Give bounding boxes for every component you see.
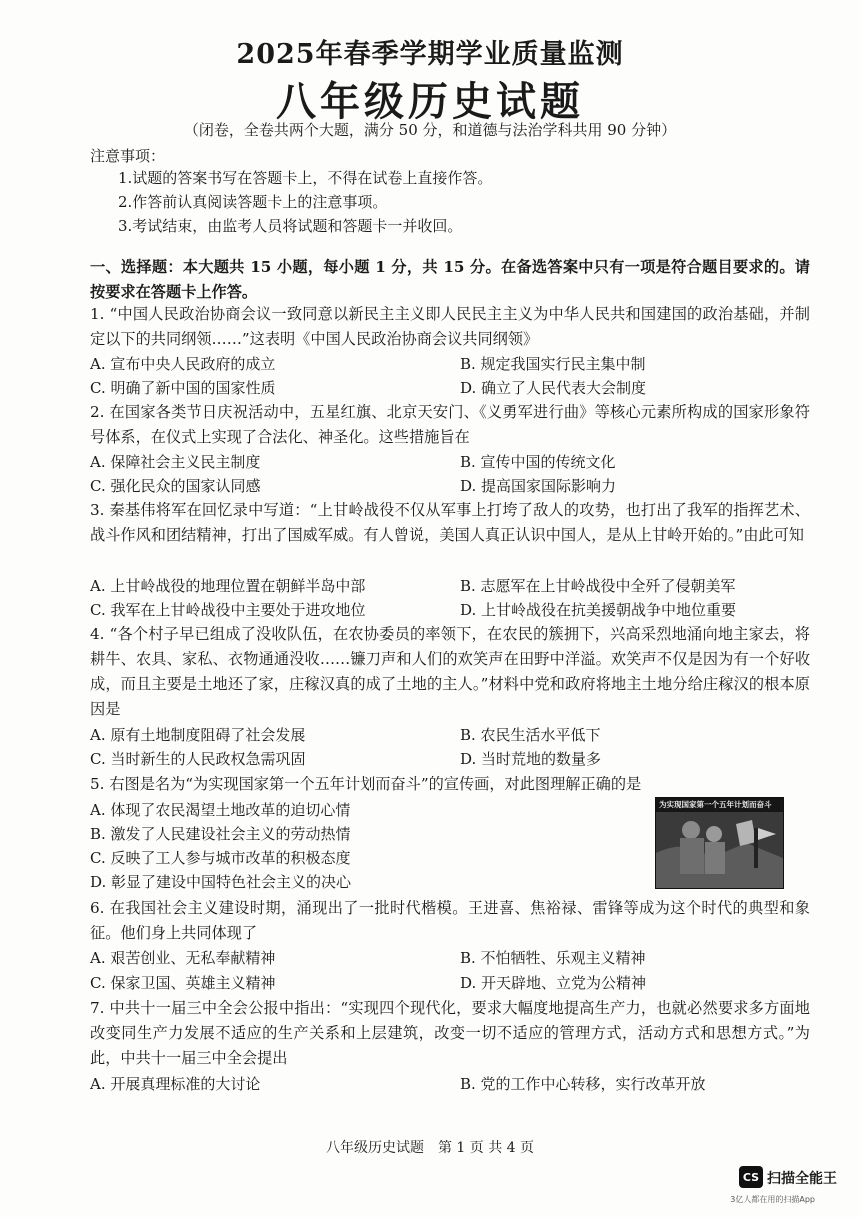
- question-5-stem: 5. 右图是名为“为实现国家第一个五年计划而奋斗”的宣传画，对此图理解正确的是: [90, 775, 642, 793]
- question-5-option-c: C. 反映了工人参与城市改革的积极态度: [90, 849, 351, 867]
- question-6-option-c: C. 保家卫国、英雄主义精神: [90, 974, 276, 992]
- question-5-option-b: B. 激发了人民建设社会主义的劳动热情: [90, 825, 351, 843]
- page-footer: 八年级历史试题 第 1 页 共 4 页: [325, 1140, 535, 1156]
- question-6-option-b: B. 不怕牺牲、乐观主义精神: [460, 949, 646, 967]
- question-4-option-a: A. 原有土地制度阻碍了社会发展: [90, 726, 306, 744]
- question-1-stem: 1. “中国人民政治协商会议一致同意以新民主主义即人民民主主义为中华人民共和国建国的政治基础，并制定以下的共同纲领……”这表明《中国人民政治协商会议共同纲领》: [90, 305, 810, 348]
- question-7-option-b: B. 党的工作中心转移，实行改革开放: [460, 1075, 706, 1093]
- question-3-option-b: B. 志愿军在上甘岭战役中全歼了侵朝美军: [460, 577, 736, 595]
- question-2-option-d: D. 提高国家国际影响力: [460, 477, 617, 495]
- exam-subtitle: （闭卷，全卷共两个大题，满分 50 分，和道德与法治学科共用 90 分钟）: [183, 121, 677, 139]
- question-1-option-c: C. 明确了新中国的国家性质: [90, 379, 276, 397]
- notice-item: 2.作答前认真阅读答题卡上的注意事项。: [118, 193, 388, 211]
- question-3-option-a: A. 上甘岭战役的地理位置在朝鲜半岛中部: [90, 577, 366, 595]
- exam-title-line1: 2025年春季学期学业质量监测: [236, 39, 624, 70]
- question-2-stem: 2. 在国家各类节日庆祝活动中，五星红旗、北京天安门、《义勇军进行曲》等核心元素所构成的国家形象符号体系，在仪式上实现了合法化、神圣化。这些措施旨在: [90, 403, 810, 446]
- question-4-stem: 4. “各个村子早已组成了没收队伍，在农协委员的率领下，在农民的簇拥下，兴高采烈地涌向地主家去，将耕牛、农具、家私、衣物通通没收……镰刀声和人们的欢笑声在田野中洋溢。欢笑声不仅是因为有一个好收成，而且主要是土地还了家，庄稼汉真的成了土地的主人。”材料中党和政府将地主土地分给庄稼汉的根本原因是: [90, 625, 810, 718]
- notice-item: 3.考试结束，由监考人员将试题和答题卡一并收回。: [118, 217, 463, 235]
- question-3-stem: 3. 秦基伟将军在回忆录中写道：“上甘岭战役不仅从军事上打垮了敌人的攻势，也打出了我军的指挥艺术、战斗作风和团结精神，打出了国威军威。有人曾说，美国人真正认识中国人，是从上甘岭开始的。”由此可知: [90, 501, 810, 544]
- notice-item: 1.试题的答案书写在答题卡上，不得在试卷上直接作答。: [118, 169, 493, 187]
- camscanner-logo-icon: CS: [739, 1166, 763, 1188]
- question-1-option-a: A. 宣布中央人民政府的成立: [90, 355, 276, 373]
- exam-title-line2: 八年级历史试题: [276, 78, 584, 125]
- question-3-option-d: D. 上甘岭战役在抗美援朝战争中地位重要: [460, 601, 737, 619]
- question-3-option-c: C. 我军在上甘岭战役中主要处于进攻地位: [90, 601, 366, 619]
- question-6-option-d: D. 开天辟地、立党为公精神: [460, 974, 647, 992]
- question-2-option-b: B. 宣传中国的传统文化: [460, 453, 616, 471]
- notice-heading: 注意事项：: [90, 147, 166, 165]
- camscanner-tagline: 3亿人都在用的扫描App: [730, 1195, 815, 1204]
- question-1-option-d: D. 确立了人民代表大会制度: [460, 379, 647, 397]
- question-4-option-c: C. 当时新生的人民政权急需巩固: [90, 750, 306, 768]
- question-7-stem: 7. 中共十一届三中全会公报中指出：“实现四个现代化，要求大幅度地提高生产力，也就必然要求多方面地改变同生产力发展不适应的生产关系和上层建筑，改变一切不适应的管理方式，活动方式和思想方式。”为此，中共十一届三中全会提出: [90, 999, 810, 1067]
- propaganda-poster-image: [655, 797, 784, 889]
- camscanner-app-name: 扫描全能王: [767, 1171, 837, 1187]
- question-2-option-c: C. 强化民众的国家认同感: [90, 477, 261, 495]
- question-4-option-d: D. 当时荒地的数量多: [460, 750, 602, 768]
- question-5-option-a: A. 体现了农民渴望土地改革的迫切心情: [90, 801, 351, 819]
- section1-instruction: 一、选择题：本大题共 15 小题，每小题 1 分，共 15 分。在备选答案中只有一项是符合题目要求的。请按要求在答题卡上作答。: [90, 258, 810, 301]
- question-6-stem: 6. 在我国社会主义建设时期，涌现出了一批时代楷模。王进喜、焦裕禄、雷锋等成为这个时代的典型和象征。他们身上共同体现了: [90, 899, 810, 942]
- question-6-option-a: A. 艰苦创业、无私奉献精神: [90, 949, 276, 967]
- question-4-option-b: B. 农民生活水平低下: [460, 726, 601, 744]
- question-7-option-a: A. 开展真理标准的大讨论: [90, 1075, 261, 1093]
- question-1-option-b: B. 规定我国实行民主集中制: [460, 355, 646, 373]
- poster-illustration: [656, 798, 783, 888]
- poster-caption: 为实现国家第一个五年计划而奋斗: [659, 800, 772, 809]
- question-2-option-a: A. 保障社会主义民主制度: [90, 453, 261, 471]
- question-5-option-d: D. 彰显了建设中国特色社会主义的决心: [90, 873, 352, 891]
